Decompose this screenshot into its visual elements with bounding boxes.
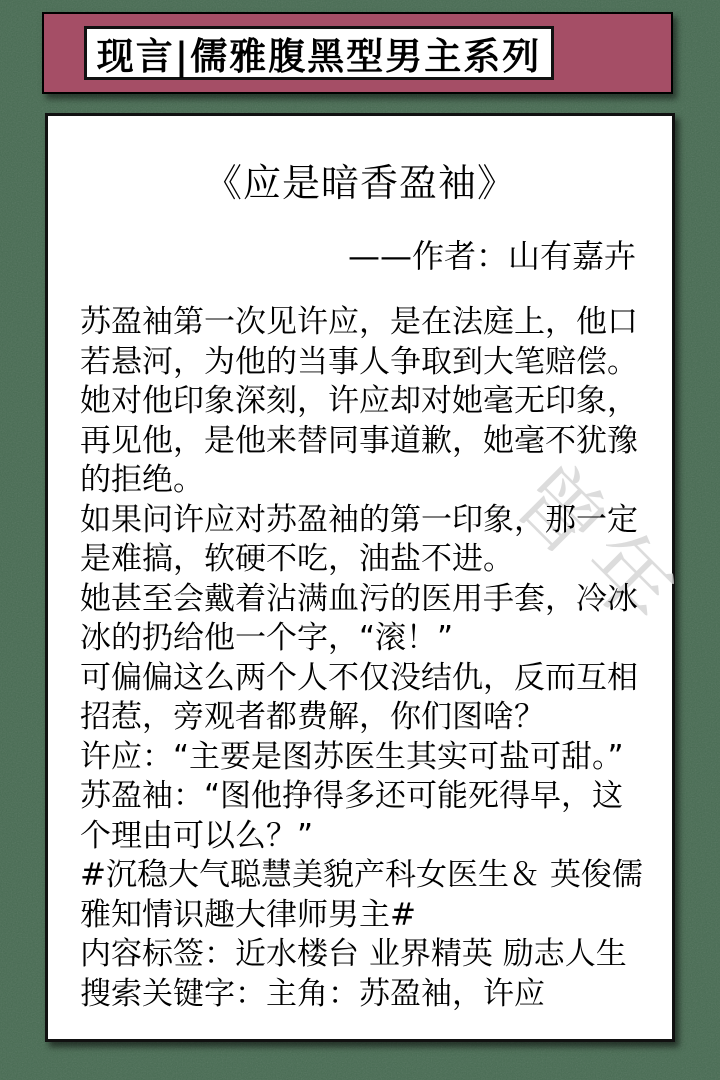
synopsis-line: 苏盈袖第一次见许应，是在法庭上，他口 [80, 304, 638, 340]
synopsis-line: 再见他，是他来替同事道歉，她毫不犹豫 [80, 422, 638, 459]
synopsis-line: 许应：“主要是图苏医生其实可盐可甜。” [80, 738, 624, 775]
synopsis-line: 她对他印象深刻，许应却对她毫无印象， [80, 383, 638, 419]
series-banner-label: 现言|儒雅腹黑型男主系列 [84, 26, 554, 80]
synopsis-line: 雅知情识趣大律师男主# [80, 896, 416, 933]
series-banner [42, 12, 673, 94]
synopsis-line: 的拒绝。 [80, 462, 204, 498]
novel-card [45, 113, 701, 1042]
synopsis-line: 她甚至会戴着沾满血污的医用手套，冷冰 [80, 580, 638, 617]
synopsis-line: #沉稳大气聪慧美貌产科女医生＆ 英俊儒 [80, 857, 643, 893]
synopsis-line: 若悬河，为他的当事人争取到大笔赔偿。 [80, 343, 638, 380]
synopsis-line: 是难搞，软硬不吃，油盐不进。 [80, 541, 514, 577]
synopsis-line: 苏盈袖：“图他挣得多还可能死得早，这 [80, 778, 624, 814]
synopsis-line: 个理由可以么？” [80, 817, 314, 854]
synopsis-line: 招惹，旁观者都费解，你们图啥？ [80, 699, 545, 735]
synopsis [48, 303, 672, 1014]
synopsis-line: 搜索关键字：主角：苏盈袖，许应 [80, 975, 545, 1012]
author-line: ——作者：山有嘉卉 [347, 237, 636, 275]
novel-card-content [48, 152, 672, 1075]
watermark-stamp: 曾年 [494, 445, 701, 652]
synopsis-line: 内容标签：近水楼台 业界精英 励志人生 [80, 936, 627, 972]
synopsis-line: 冰的扔给他一个字，“滚！” [80, 620, 454, 656]
synopsis-line: 如果问许应对苏盈袖的第一印象，那一定 [80, 501, 638, 538]
novel-title: 《应是暗香盈袖》 [203, 161, 516, 205]
synopsis-line: 可偏偏这么两个人不仅没结仇，反而互相 [80, 659, 638, 696]
